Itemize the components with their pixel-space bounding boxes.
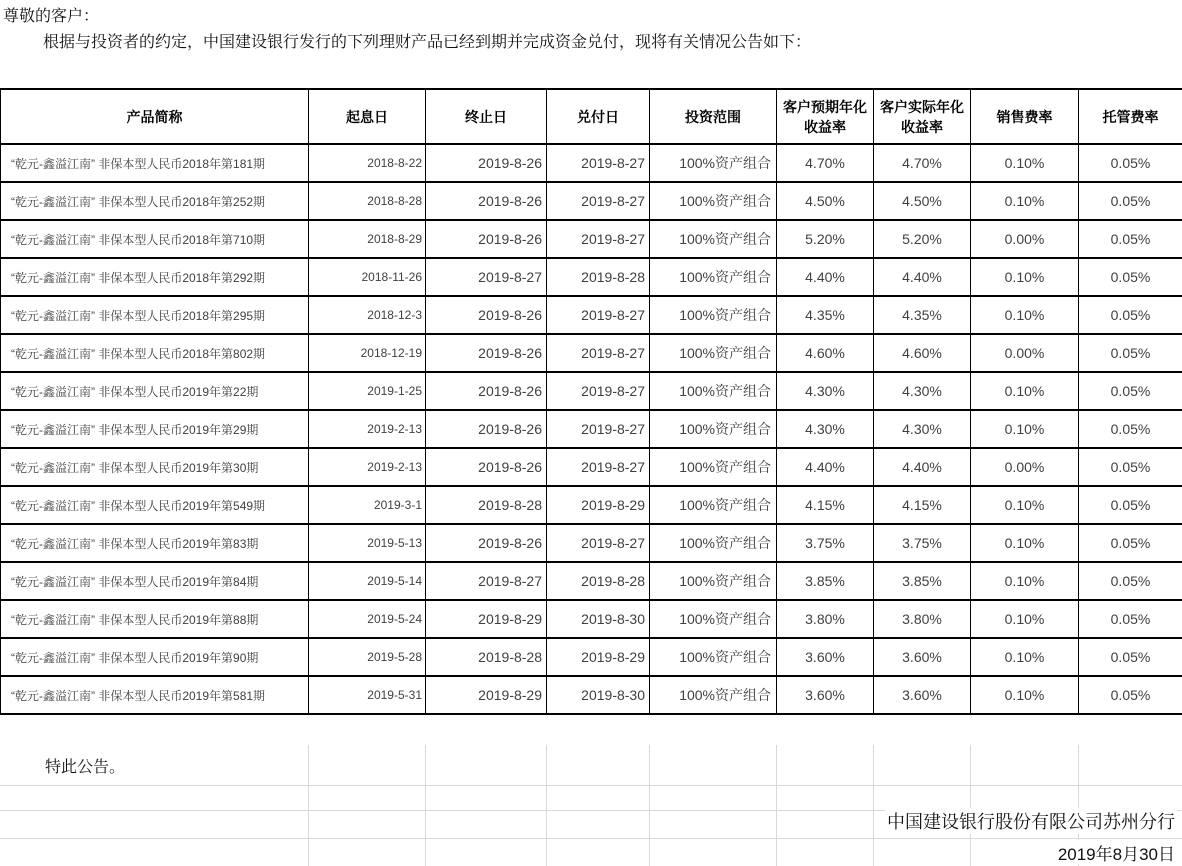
end-date-cell: 2019-8-29 <box>426 676 547 714</box>
investment-scope-cell: 100%资产组合 <box>650 638 777 676</box>
value-date-cell: 2018-12-19 <box>309 334 426 372</box>
product-name-cell: “乾元-鑫溢江南” 非保本型人民币2018年第710期 <box>1 220 309 258</box>
col-header-product-name: 产品简称 <box>1 89 309 144</box>
custody-fee-cell: 0.05% <box>1079 258 1182 296</box>
table-row <box>1 220 1182 258</box>
payment-date-cell: 2019-8-29 <box>547 486 650 524</box>
col-header-actual-yield: 客户实际年化收益率 <box>874 89 971 144</box>
custody-fee-cell: 0.05% <box>1079 334 1182 372</box>
footer-area <box>0 745 1182 866</box>
value-date-cell: 2019-5-13 <box>309 524 426 562</box>
table-row <box>1 562 1182 600</box>
payment-date-cell: 2019-8-29 <box>547 638 650 676</box>
product-name-cell: “乾元-鑫溢江南” 非保本型人民币2018年第802期 <box>1 334 309 372</box>
actual-yield-cell: 3.80% <box>874 600 971 638</box>
value-date-cell: 2018-11-26 <box>309 258 426 296</box>
payment-date-cell: 2019-8-27 <box>547 182 650 220</box>
product-name-cell: “乾元-鑫溢江南” 非保本型人民币2019年第581期 <box>1 676 309 714</box>
intro-text: 根据与投资者的约定，中国建设银行发行的下列理财产品已经到期并完成资金兑付，现将有关情况公告如下： <box>43 34 812 51</box>
end-date-cell: 2019-8-26 <box>426 448 547 486</box>
expected-yield-cell: 4.30% <box>777 372 874 410</box>
end-date-cell: 2019-8-27 <box>426 562 547 600</box>
closing-statement: 特此公告。 <box>43 754 127 777</box>
greeting-text: 尊敬的客户： <box>3 8 100 25</box>
col-header-investment-scope: 投资范围 <box>650 89 777 144</box>
product-name-cell: “乾元-鑫溢江南” 非保本型人民币2019年第88期 <box>1 600 309 638</box>
product-name-cell: “乾元-鑫溢江南” 非保本型人民币2018年第292期 <box>1 258 309 296</box>
payment-date-cell: 2019-8-27 <box>547 410 650 448</box>
payment-date-cell: 2019-8-28 <box>547 562 650 600</box>
expected-yield-cell: 4.60% <box>777 334 874 372</box>
custody-fee-cell: 0.05% <box>1079 524 1182 562</box>
table-header-row <box>1 89 1182 144</box>
custody-fee-cell: 0.05% <box>1079 600 1182 638</box>
table-row <box>1 676 1182 714</box>
expected-yield-cell: 4.40% <box>777 448 874 486</box>
grid-line <box>873 745 874 866</box>
sales-fee-cell: 0.10% <box>971 182 1079 220</box>
payment-date-cell: 2019-8-30 <box>547 600 650 638</box>
table-row <box>1 296 1182 334</box>
table-row <box>1 486 1182 524</box>
table-row <box>1 258 1182 296</box>
value-date-cell: 2018-8-22 <box>309 144 426 182</box>
expected-yield-cell: 5.20% <box>777 220 874 258</box>
product-name-cell: “乾元-鑫溢江南” 非保本型人民币2018年第295期 <box>1 296 309 334</box>
col-header-sales-fee: 销售费率 <box>971 89 1079 144</box>
payment-date-cell: 2019-8-27 <box>547 524 650 562</box>
investment-scope-cell: 100%资产组合 <box>650 258 777 296</box>
sales-fee-cell: 0.10% <box>971 562 1079 600</box>
actual-yield-cell: 3.85% <box>874 562 971 600</box>
investment-scope-cell: 100%资产组合 <box>650 144 777 182</box>
col-header-custody-fee: 托管费率 <box>1079 89 1182 144</box>
announcement-date: 2019年8月30日 <box>1056 840 1177 865</box>
value-date-cell: 2019-1-25 <box>309 372 426 410</box>
grid-line <box>0 785 1182 786</box>
payment-date-cell: 2019-8-27 <box>547 220 650 258</box>
intro-paragraph <box>3 4 1179 56</box>
custody-fee-cell: 0.05% <box>1079 220 1182 258</box>
value-date-cell: 2018-12-3 <box>309 296 426 334</box>
actual-yield-cell: 5.20% <box>874 220 971 258</box>
table-row <box>1 600 1182 638</box>
col-header-expected-yield: 客户预期年化收益率 <box>777 89 874 144</box>
investment-scope-cell: 100%资产组合 <box>650 372 777 410</box>
custody-fee-cell: 0.05% <box>1079 410 1182 448</box>
grid-line <box>970 745 971 866</box>
actual-yield-cell: 4.50% <box>874 182 971 220</box>
actual-yield-cell: 4.15% <box>874 486 971 524</box>
table-row <box>1 448 1182 486</box>
end-date-cell: 2019-8-26 <box>426 144 547 182</box>
investment-scope-cell: 100%资产组合 <box>650 296 777 334</box>
end-date-cell: 2019-8-28 <box>426 638 547 676</box>
payment-date-cell: 2019-8-30 <box>547 676 650 714</box>
col-header-value-date: 起息日 <box>309 89 426 144</box>
product-name-cell: “乾元-鑫溢江南” 非保本型人民币2019年第29期 <box>1 410 309 448</box>
product-name-cell: “乾元-鑫溢江南” 非保本型人民币2019年第22期 <box>1 372 309 410</box>
payment-date-cell: 2019-8-27 <box>547 296 650 334</box>
expected-yield-cell: 4.35% <box>777 296 874 334</box>
sales-fee-cell: 0.10% <box>971 296 1079 334</box>
value-date-cell: 2018-8-28 <box>309 182 426 220</box>
grid-line <box>0 838 1182 839</box>
actual-yield-cell: 3.60% <box>874 676 971 714</box>
actual-yield-cell: 4.35% <box>874 296 971 334</box>
sales-fee-cell: 0.00% <box>971 220 1079 258</box>
products-table <box>0 88 1182 715</box>
expected-yield-cell: 3.85% <box>777 562 874 600</box>
sales-fee-cell: 0.10% <box>971 676 1079 714</box>
expected-yield-cell: 3.60% <box>777 638 874 676</box>
investment-scope-cell: 100%资产组合 <box>650 600 777 638</box>
product-name-cell: “乾元-鑫溢江南” 非保本型人民币2019年第30期 <box>1 448 309 486</box>
product-name-cell: “乾元-鑫溢江南” 非保本型人民币2019年第549期 <box>1 486 309 524</box>
expected-yield-cell: 4.50% <box>777 182 874 220</box>
actual-yield-cell: 4.30% <box>874 410 971 448</box>
value-date-cell: 2019-5-31 <box>309 676 426 714</box>
value-date-cell: 2019-3-1 <box>309 486 426 524</box>
product-name-cell: “乾元-鑫溢江南” 非保本型人民币2019年第90期 <box>1 638 309 676</box>
table-row <box>1 182 1182 220</box>
value-date-cell: 2019-5-14 <box>309 562 426 600</box>
value-date-cell: 2019-5-28 <box>309 638 426 676</box>
investment-scope-cell: 100%资产组合 <box>650 524 777 562</box>
sales-fee-cell: 0.00% <box>971 448 1079 486</box>
payment-date-cell: 2019-8-27 <box>547 144 650 182</box>
sales-fee-cell: 0.00% <box>971 334 1079 372</box>
expected-yield-cell: 4.30% <box>777 410 874 448</box>
sales-fee-cell: 0.10% <box>971 410 1079 448</box>
value-date-cell: 2018-8-29 <box>309 220 426 258</box>
actual-yield-cell: 4.30% <box>874 372 971 410</box>
payment-date-cell: 2019-8-28 <box>547 258 650 296</box>
value-date-cell: 2019-2-13 <box>309 448 426 486</box>
actual-yield-cell: 3.60% <box>874 638 971 676</box>
table-row <box>1 410 1182 448</box>
grid-line <box>308 745 309 866</box>
investment-scope-cell: 100%资产组合 <box>650 486 777 524</box>
investment-scope-cell: 100%资产组合 <box>650 182 777 220</box>
expected-yield-cell: 4.40% <box>777 258 874 296</box>
investment-scope-cell: 100%资产组合 <box>650 220 777 258</box>
end-date-cell: 2019-8-26 <box>426 524 547 562</box>
value-date-cell: 2019-2-13 <box>309 410 426 448</box>
payment-date-cell: 2019-8-27 <box>547 448 650 486</box>
product-name-cell: “乾元-鑫溢江南” 非保本型人民币2018年第252期 <box>1 182 309 220</box>
actual-yield-cell: 4.40% <box>874 258 971 296</box>
product-name-cell: “乾元-鑫溢江南” 非保本型人民币2019年第84期 <box>1 562 309 600</box>
value-date-cell: 2019-5-24 <box>309 600 426 638</box>
sales-fee-cell: 0.10% <box>971 638 1079 676</box>
end-date-cell: 2019-8-26 <box>426 296 547 334</box>
sales-fee-cell: 0.10% <box>971 524 1079 562</box>
investment-scope-cell: 100%资产组合 <box>650 562 777 600</box>
custody-fee-cell: 0.05% <box>1079 638 1182 676</box>
payment-date-cell: 2019-8-27 <box>547 334 650 372</box>
grid-line <box>546 745 547 866</box>
col-header-payment-date: 兑付日 <box>547 89 650 144</box>
custody-fee-cell: 0.05% <box>1079 562 1182 600</box>
end-date-cell: 2019-8-26 <box>426 182 547 220</box>
sales-fee-cell: 0.10% <box>971 258 1079 296</box>
sales-fee-cell: 0.10% <box>971 372 1079 410</box>
investment-scope-cell: 100%资产组合 <box>650 410 777 448</box>
expected-yield-cell: 4.70% <box>777 144 874 182</box>
table-row <box>1 372 1182 410</box>
grid-line <box>649 745 650 866</box>
actual-yield-cell: 4.70% <box>874 144 971 182</box>
table-row <box>1 334 1182 372</box>
custody-fee-cell: 0.05% <box>1079 448 1182 486</box>
expected-yield-cell: 3.60% <box>777 676 874 714</box>
end-date-cell: 2019-8-26 <box>426 372 547 410</box>
custody-fee-cell: 0.05% <box>1079 144 1182 182</box>
actual-yield-cell: 4.60% <box>874 334 971 372</box>
expected-yield-cell: 3.80% <box>777 600 874 638</box>
custody-fee-cell: 0.05% <box>1079 372 1182 410</box>
expected-yield-cell: 3.75% <box>777 524 874 562</box>
table-row <box>1 524 1182 562</box>
col-header-end-date: 终止日 <box>426 89 547 144</box>
expected-yield-cell: 4.15% <box>777 486 874 524</box>
issuer-signature: 中国建设银行股份有限公司苏州分行 <box>885 808 1177 834</box>
sales-fee-cell: 0.10% <box>971 486 1079 524</box>
investment-scope-cell: 100%资产组合 <box>650 448 777 486</box>
custody-fee-cell: 0.05% <box>1079 296 1182 334</box>
custody-fee-cell: 0.05% <box>1079 676 1182 714</box>
investment-scope-cell: 100%资产组合 <box>650 334 777 372</box>
actual-yield-cell: 3.75% <box>874 524 971 562</box>
sales-fee-cell: 0.10% <box>971 600 1079 638</box>
end-date-cell: 2019-8-28 <box>426 486 547 524</box>
table-row <box>1 638 1182 676</box>
grid-line <box>776 745 777 866</box>
table-body <box>1 144 1182 714</box>
product-name-cell: “乾元-鑫溢江南” 非保本型人民币2019年第83期 <box>1 524 309 562</box>
end-date-cell: 2019-8-26 <box>426 334 547 372</box>
investment-scope-cell: 100%资产组合 <box>650 676 777 714</box>
product-name-cell: “乾元-鑫溢江南” 非保本型人民币2018年第181期 <box>1 144 309 182</box>
custody-fee-cell: 0.05% <box>1079 182 1182 220</box>
end-date-cell: 2019-8-26 <box>426 220 547 258</box>
sales-fee-cell: 0.10% <box>971 144 1079 182</box>
end-date-cell: 2019-8-29 <box>426 600 547 638</box>
end-date-cell: 2019-8-27 <box>426 258 547 296</box>
end-date-cell: 2019-8-26 <box>426 410 547 448</box>
custody-fee-cell: 0.05% <box>1079 486 1182 524</box>
actual-yield-cell: 4.40% <box>874 448 971 486</box>
table-row <box>1 144 1182 182</box>
grid-line <box>425 745 426 866</box>
payment-date-cell: 2019-8-27 <box>547 372 650 410</box>
